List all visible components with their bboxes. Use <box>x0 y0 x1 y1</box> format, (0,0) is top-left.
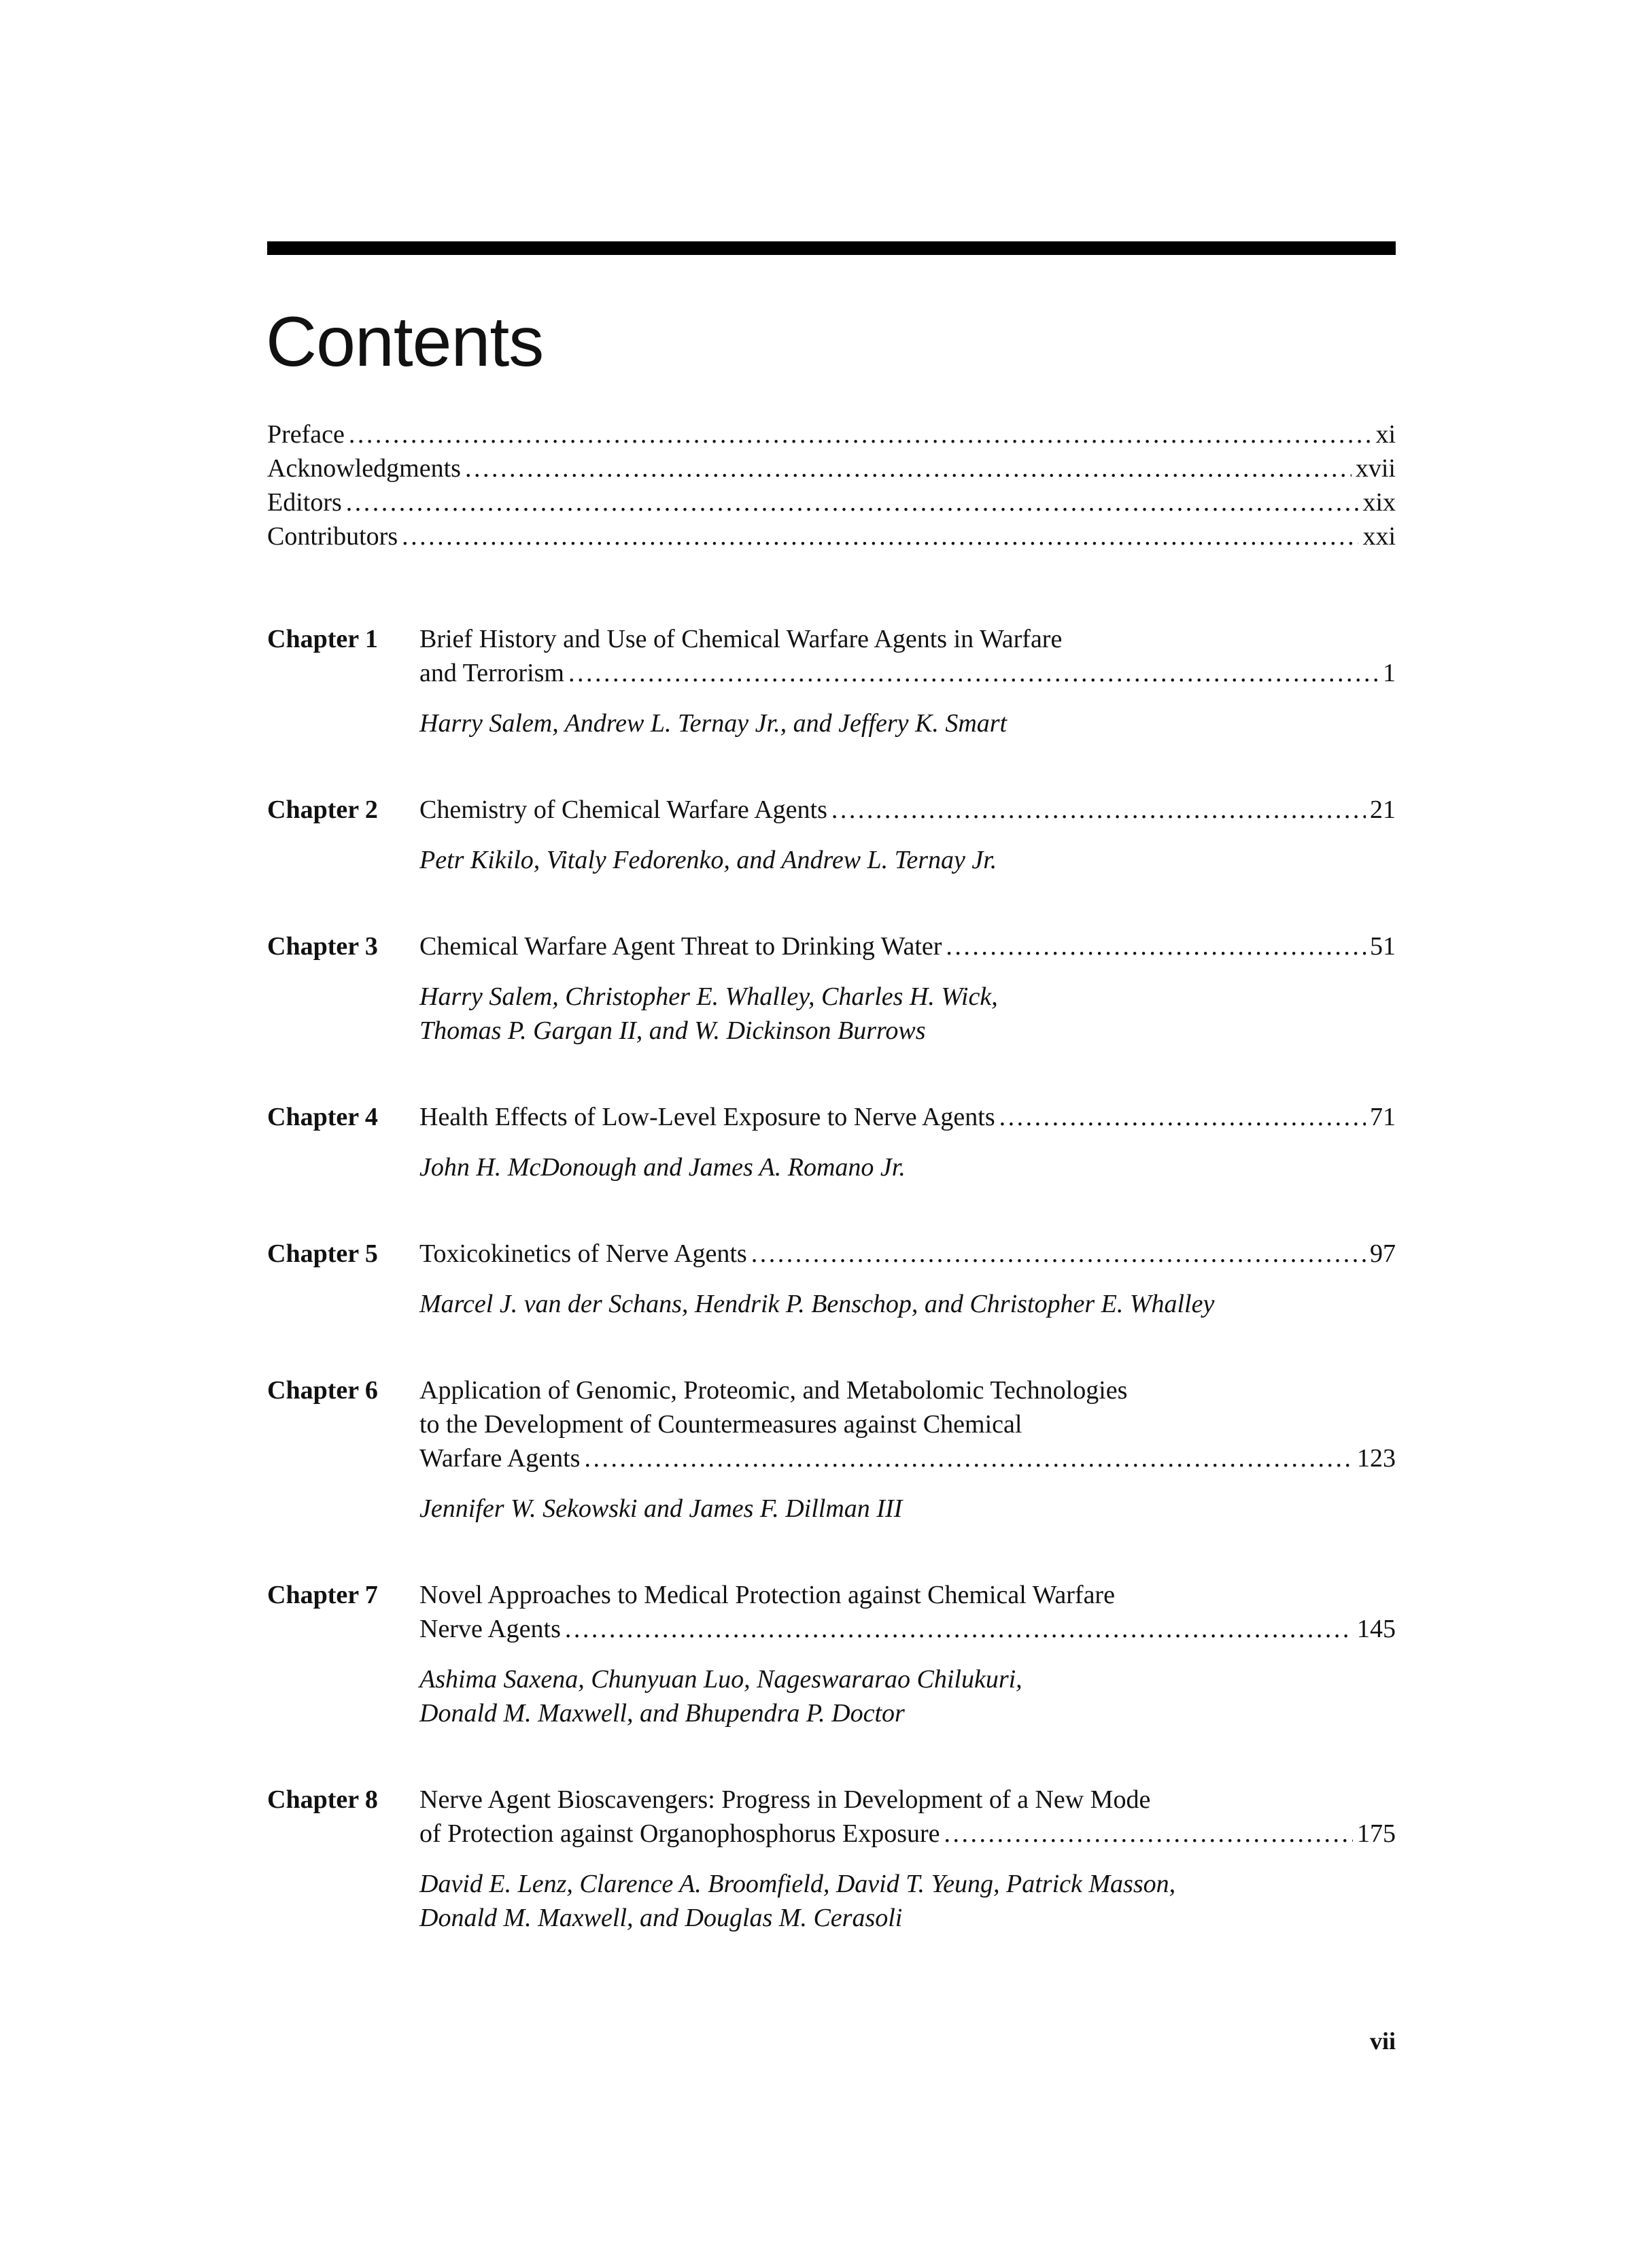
chapter-title-text: Warfare Agents <box>419 1444 581 1473</box>
entry-page: xxi <box>1362 522 1396 551</box>
chapter-title-last-line <box>419 1817 1396 1851</box>
entry-page: xix <box>1362 488 1396 517</box>
dot-leader <box>568 656 1379 690</box>
chapter-authors <box>419 1287 1396 1321</box>
page-title: Contents <box>266 303 544 381</box>
chapter-authors <box>419 706 1396 740</box>
author-line: Harry Salem, Christopher E. Whalley, Charles H. Wick, <box>419 982 998 1011</box>
dot-leader <box>831 793 1366 827</box>
author-line: Petr Kikilo, Vitaly Fedorenko, and Andrew L. Ternay Jr. <box>419 846 997 874</box>
dot-leader <box>751 1237 1366 1271</box>
chapter-title-text: Chemistry of Chemical Warfare Agents <box>419 795 827 824</box>
chapter-title-last-line <box>419 656 1396 690</box>
chapter-title-text: and Terrorism <box>419 659 564 687</box>
chapter-label: Chapter 7 <box>267 1581 378 1609</box>
author-line: Harry Salem, Andrew L. Ternay Jr., and Jeffery K. Smart <box>419 709 1008 738</box>
author-line: David E. Lenz, Clarence A. Broomfield, David T. Yeung, Patrick Masson, <box>419 1870 1176 1898</box>
chapter-body <box>419 622 1396 740</box>
author-line: John H. McDonough and James A. Romano Jr. <box>419 1153 906 1182</box>
chapter-label: Chapter 2 <box>267 795 378 824</box>
chapter-body <box>419 1783 1396 1935</box>
chapter-title-text: of Protection against Organophosphorus Exposure <box>419 1819 940 1848</box>
chapter-title-text: Nerve Agents <box>419 1615 561 1643</box>
chapter-body <box>419 1237 1396 1321</box>
chapter-page: 21 <box>1370 795 1396 824</box>
chapter-authors <box>419 1492 1396 1526</box>
top-rule <box>267 241 1396 255</box>
entry-title: Contributors <box>267 522 398 551</box>
entry-title: Acknowledgments <box>267 454 461 483</box>
dot-leader <box>946 929 1366 963</box>
page-number: vii <box>1369 2027 1396 2055</box>
chapter-page: 71 <box>1370 1103 1396 1131</box>
toc-entry-preface[interactable] <box>267 417 1396 451</box>
toc-entry-editors[interactable] <box>267 485 1396 519</box>
chapter-page: 1 <box>1383 659 1396 687</box>
front-matter-list <box>267 417 1396 553</box>
chapter-title-last-line <box>419 793 1396 827</box>
chapter-title-line: Application of Genomic, Proteomic, and Metabolomic Technologies <box>419 1376 1128 1405</box>
entry-title: Preface <box>267 420 345 449</box>
author-line: Marcel J. van der Schans, Hendrik P. Benschop, and Christopher E. Whalley <box>419 1290 1215 1318</box>
chapter-body <box>419 1100 1396 1184</box>
chapter-label: Chapter 1 <box>267 625 378 653</box>
chapter-title-line: Novel Approaches to Medical Protection against Chemical Warfare <box>419 1581 1115 1609</box>
chapter-title-text: Toxicokinetics of Nerve Agents <box>419 1239 747 1268</box>
entry-title: Editors <box>267 488 342 517</box>
chapter-title-line: Nerve Agent Bioscavengers: Progress in Development of a New Mode <box>419 1785 1151 1814</box>
chapter-authors <box>419 843 1396 877</box>
chapter-label: Chapter 6 <box>267 1376 378 1405</box>
chapter-authors <box>419 1662 1396 1730</box>
chapter-label: Chapter 5 <box>267 1239 378 1268</box>
chapter-page: 97 <box>1370 1239 1396 1268</box>
chapter-page: 145 <box>1357 1615 1396 1643</box>
chapter-body <box>419 793 1396 877</box>
chapter-body <box>419 1578 1396 1730</box>
chapter-label: Chapter 3 <box>267 932 378 961</box>
chapter-authors <box>419 980 1396 1048</box>
chapter-page: 51 <box>1370 932 1396 961</box>
chapter-authors <box>419 1150 1396 1184</box>
dot-leader <box>346 485 1359 519</box>
dot-leader <box>402 519 1358 553</box>
toc-entry-contributors[interactable] <box>267 519 1396 553</box>
chapter-title-last-line <box>419 1612 1396 1646</box>
chapter-title-text: Chemical Warfare Agent Threat to Drinking Water <box>419 932 942 961</box>
dot-leader <box>349 417 1372 451</box>
author-line: Donald M. Maxwell, and Bhupendra P. Doctor <box>419 1699 905 1728</box>
chapter-title-last-line <box>419 929 1396 963</box>
chapter-page: 123 <box>1357 1444 1396 1473</box>
chapter-body <box>419 1373 1396 1526</box>
chapter-body <box>419 929 1396 1048</box>
author-line: Thomas P. Gargan II, and W. Dickinson Burrows <box>419 1016 926 1045</box>
chapter-title-last-line <box>419 1237 1396 1271</box>
chapter-title-line: Brief History and Use of Chemical Warfare Agents in Warfare <box>419 625 1063 653</box>
author-line: Ashima Saxena, Chunyuan Luo, Nageswararao Chilukuri, <box>419 1665 1022 1694</box>
chapter-authors <box>419 1867 1396 1935</box>
dot-leader <box>944 1817 1353 1851</box>
dot-leader <box>565 1612 1353 1646</box>
chapter-page: 175 <box>1357 1819 1396 1848</box>
chapter-title-last-line <box>419 1441 1396 1475</box>
dot-leader <box>999 1100 1366 1134</box>
chapter-title-last-line <box>419 1100 1396 1134</box>
toc-entry-acknowledgments[interactable] <box>267 451 1396 485</box>
author-line: Donald M. Maxwell, and Douglas M. Cerasoli <box>419 1904 903 1932</box>
author-line: Jennifer W. Sekowski and James F. Dillman III <box>419 1494 903 1523</box>
chapter-title-line: to the Development of Countermeasures against Chemical <box>419 1410 1022 1439</box>
dot-leader <box>465 451 1352 485</box>
chapter-label: Chapter 8 <box>267 1785 378 1814</box>
dot-leader <box>584 1441 1353 1475</box>
chapter-label: Chapter 4 <box>267 1103 378 1131</box>
chapter-title-text: Health Effects of Low-Level Exposure to Nerve Agents <box>419 1103 995 1131</box>
entry-page: xvii <box>1355 454 1396 483</box>
entry-page: xi <box>1375 420 1396 449</box>
